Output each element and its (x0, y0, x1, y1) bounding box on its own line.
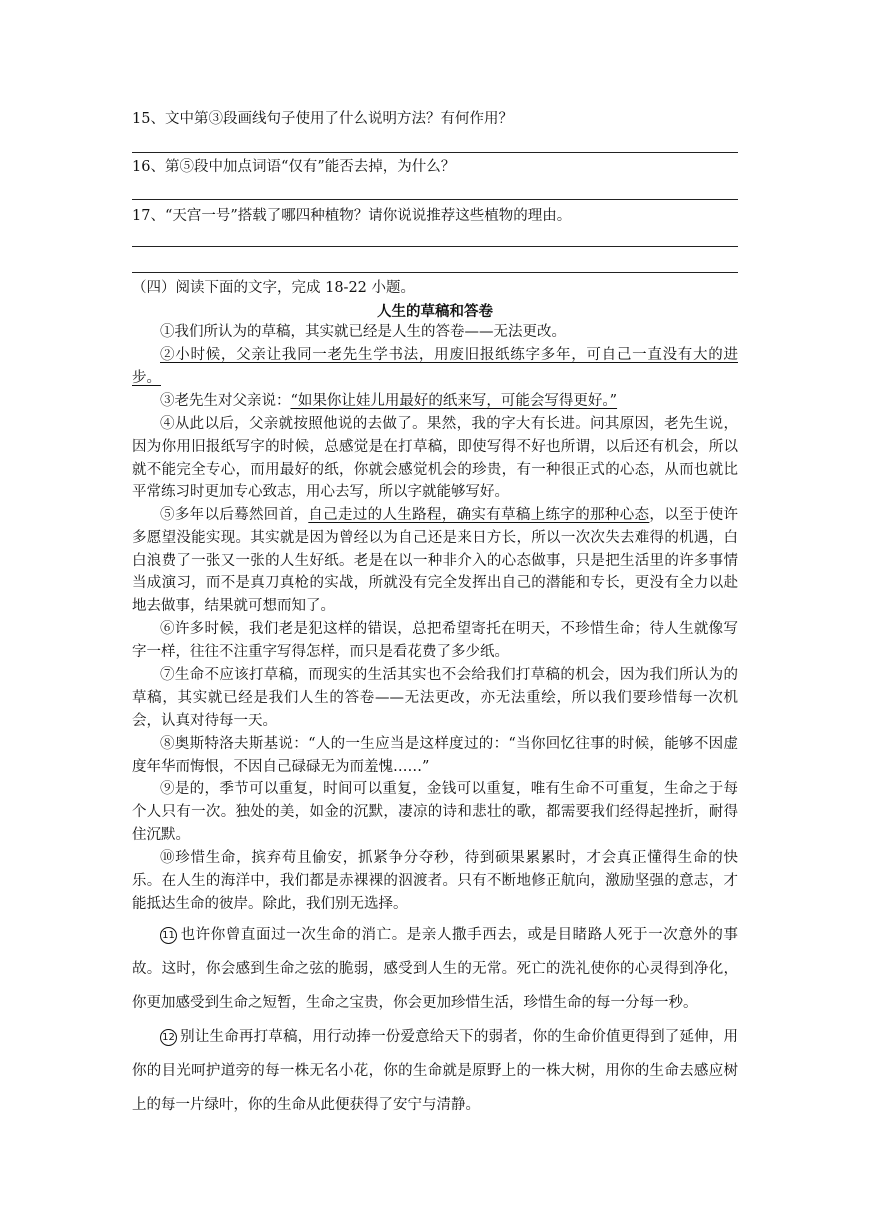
underlined-sentence: 自己走过的人生路程，确实有草稿上练字的那种心态 (308, 507, 650, 523)
paragraph-3 (132, 390, 738, 413)
paragraph-9: ⑨是的，季节可以重复，时间可以重复，金钱可以重复，唯有生命不可重复，生命之于每个人只有一次。独处的美，如金的沉默，凄凉的诗和悲壮的歌，都需要我们经得起挫折，耐得住沉默。 (132, 781, 738, 843)
paragraph-text: 也许你曾直面过一次生命的消亡。是亲人撒手西去，或是目睹路人死于一次意外的事故。这时，你会感到生命之弦的脆弱，感受到人生的无常。死亡的洗礼使你的心灵得到净化，你更加感受到生命之短暂，生命之宝贵，你会更加珍惜生活，珍惜生命的每一分每一秒。 (132, 927, 738, 1011)
paragraph-5 (132, 504, 738, 618)
paragraph-6: ⑥许多时候，我们老是犯这样的错误，总把希望寄托在明天，不珍惜生命；待人生就像写字一样，往往不注重字写得怎样，而只是看花费了多少纸。 (132, 621, 738, 660)
answer-line (132, 246, 738, 247)
question-15: 15、文中第③段画线句子使用了什么说明方法？有何作用？ (132, 111, 513, 127)
paragraph-10: ⑩珍惜生命，摈弃苟且偷安，抓紧争分夺秒，待到硕果累累时，才会真正懂得生命的快乐。在人生的海洋中，我们都是赤裸裸的泅渡者。只有不断地修正航向，激励坚强的意志，才能抵达生命的彼岸。除此，我们别无选择。 (132, 850, 738, 912)
answer-line (132, 152, 738, 153)
question-16: 16、第⑤段中加点词语“仅有”能否去掉，为什么？ (132, 159, 456, 175)
section-intro: （四）阅读下面的文字，完成 18-22 小题。 (132, 280, 416, 296)
paragraph-text: 别让生命再打草稿，用行动捧一份爱意给天下的弱者，你的生命价值更得到了延伸，用你的目光呵护道旁的每一株无名小花，你的生命就是原野上的一株大树，用你的生命去感应树上的每一片绿叶，你的生命从此便获得了安宁与清静。 (132, 1029, 738, 1113)
paragraph-1: ①我们所认为的草稿，其实就已经是人生的答卷——无法更改。 (160, 324, 566, 340)
answer-line (132, 272, 738, 273)
paragraph-11 (132, 918, 738, 1020)
paragraph-8: ⑧奥斯特洛夫斯基说：“人的一生应当是这样度过的：“当你回忆往事的时候，能够不因虚度年华而悔恨，不因自己碌碌无为而羞愧……” (132, 736, 738, 775)
underlined-sentence: “如果你让娃儿用最好的纸来写，可能会写得更好。” (290, 393, 618, 409)
paragraph-4: ④从此以后，父亲就按照他说的去做了。果然，我的字大有长进。问其原因，老先生说，因为你用旧报纸写字的时候，总感觉是在打草稿，即使写得不好也所谓，以后还有机会，所以就不能完全专心，而用最好的纸，你就会感觉机会的珍贵，有一种很正式的心态，从而也就比平常练习时更加专心致志，用心去写，所以字就能够写好。 (132, 416, 738, 501)
paragraph-number-11: 11 (160, 927, 177, 944)
article-title: 人生的草稿和答卷 (377, 304, 493, 320)
underlined-sentence: ②小时候，父亲让我同一老先生学书法，用废旧报纸练字多年，可自己一直没有大的进步。 (132, 347, 738, 386)
paragraph-2 (132, 344, 738, 390)
paragraph-7: ⑦生命不应该打草稿，而现实的生活其实也不会给我们打草稿的机会，因为我们所认为的草稿，其实就已经是我们人生的答卷——无法更改，亦无法重绘，所以我们要珍惜每一次机会，认真对待每一天。 (132, 667, 738, 729)
paragraph-number-12: 12 (160, 1029, 177, 1046)
paragraph-12 (132, 1020, 738, 1122)
paragraph-text: ⑤多年以后蓦然回首， (160, 507, 309, 523)
answer-line (132, 199, 738, 200)
paragraph-text: ，以至于使许多愿望没能实现。其实就是因为曾经以为自己还是来日方长，所以一次次失去难得的机遇，白白浪费了一张又一张的人生好纸。老是在以一种非介入的心态做事，只是把生活里的许多事情当成演习，而不是真刀真枪的实战，所就没有完全发挥出自己的潜能和专长，更没有全力以赴地去做事，结果就可想而知了。 (132, 507, 739, 615)
paragraph-text: ③老先生对父亲说： (160, 393, 291, 409)
question-17: 17、“天宫一号”搭载了哪四种植物？请你说说推荐这些植物的理由。 (132, 208, 572, 224)
